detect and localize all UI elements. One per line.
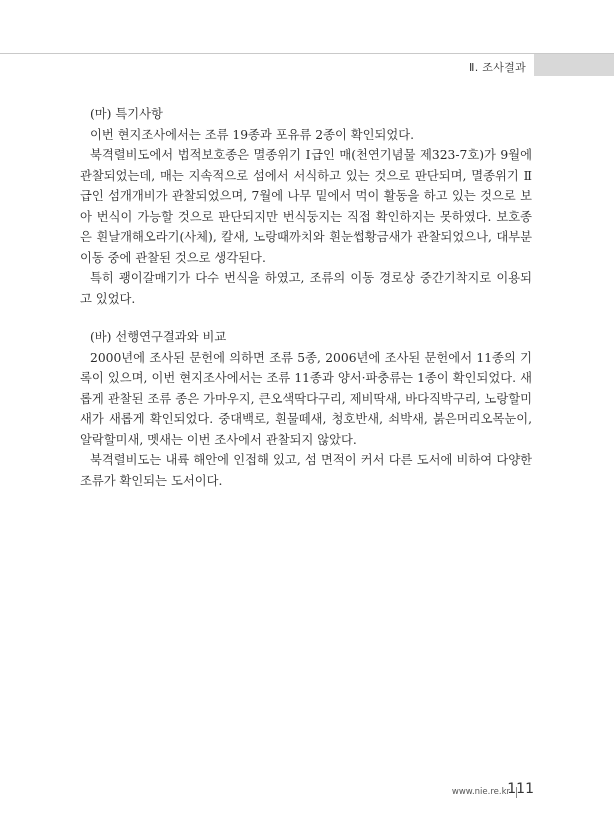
header-tab-block xyxy=(534,54,614,76)
section-heading-ba: (바) 선행연구결과와 비교 xyxy=(90,330,227,344)
body-text xyxy=(80,104,532,491)
paragraph: 북격렬비도에서 법적보호종은 멸종위기 Ⅰ급인 매(천연기념물 제323-7호)가 9월에 관찰되었는데, 매는 지속적으로 섬에서 서식하고 있는 것으로 판단되며, 멸종위기 Ⅱ급인 섬개개비가 관찰되었으며, 7월에 나무 밑에서 먹이 활동을 하고 있는 것으로 보아 번식이 가능할 것으로 판단되지만 번식둥지는 직접 확인하지는 못하였다. 보호종은 흰날개해오라기(사체), 칼새, 노랑때까치와 흰눈썹황금새가 관찰되었으나, 대부분 이동 중에 관찰된 것으로 생각된다. xyxy=(80,148,532,265)
paragraph: 2000년에 조사된 문헌에 의하면 조류 5종, 2006년에 조사된 문헌에서 11종의 기록이 있으며, 이번 현지조사에서는 조류 11종과 양서·파충류는 1종이 확인되었다. 새롭게 관찰된 조류 종은 가마우지, 큰오색딱다구리, 제비딱새, 바다직박구리, 노랑할미새가 새롭게 확인되었다. 중대백로, 흰물떼새, 청호반새, 쇠박새, 붉은머리오목눈이, 알락할미새, 멧새는 이번 조사에서 관찰되지 않았다. xyxy=(80,350,532,447)
footer-url: www.nie.re.kr xyxy=(451,787,510,797)
section-label: Ⅱ. 조사결과 xyxy=(468,61,526,74)
section-heading-ma: (마) 특기사항 xyxy=(90,107,163,121)
paragraph: 특히 괭이갈매기가 다수 번식을 하였고, 조류의 이동 경로상 중간기착지로 이용되고 있었다. xyxy=(80,271,532,306)
paragraph: 이번 현지조사에서는 조류 19종과 포유류 2종이 확인되었다. xyxy=(90,127,415,142)
page-number: 111 xyxy=(507,781,534,797)
paragraph: 북격렬비도는 내륙 해안에 인접해 있고, 섬 면적이 커서 다른 도서에 비하여 다양한 조류가 확인되는 도서이다. xyxy=(80,453,532,488)
section-gap xyxy=(80,309,532,327)
header-rule xyxy=(0,53,614,54)
